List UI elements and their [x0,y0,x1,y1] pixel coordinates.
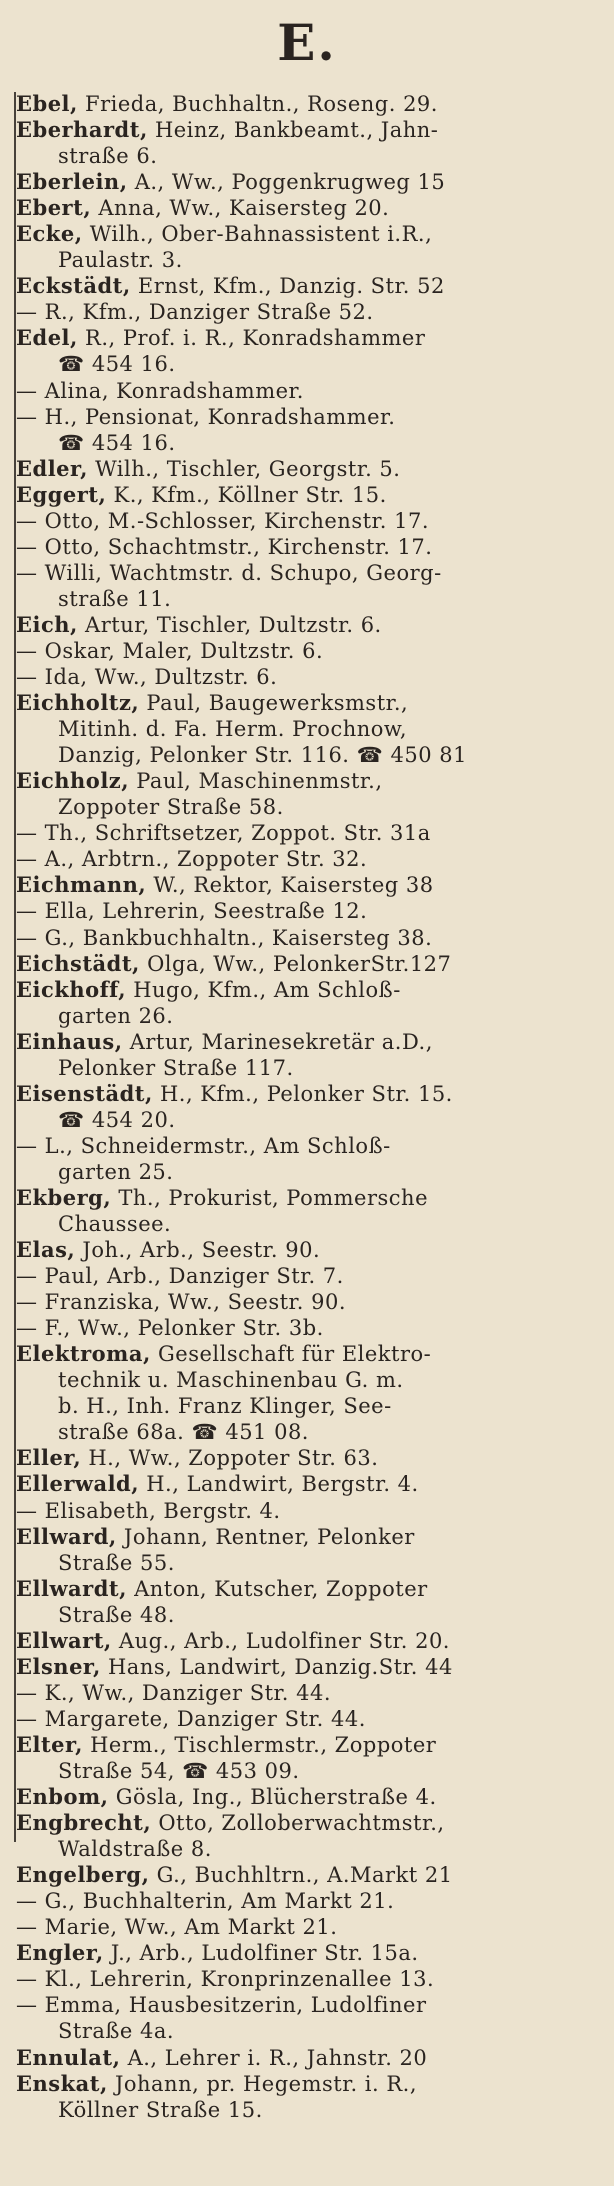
directory-entry [14,1810,602,1862]
directory-entry [14,1966,602,1992]
entry-text-line: J., Arb., Ludolfiner Str. 15a. [110,1941,419,1966]
entry-surname: Eichholtz, [16,690,140,716]
directory-entry [14,195,602,221]
entry-surname: Engbrecht, [16,1810,152,1836]
directory-entry [14,482,602,508]
entry-text-line: H., Kfm., Pelonker Str. 15. [159,1081,453,1106]
directory-entry [14,91,602,117]
entry-text-line: Köllner Straße 15. [58,2097,263,2122]
entry-text-line: H., Ww., Zoppoter Str. 63. [88,1446,379,1471]
directory-entry [14,951,602,977]
directory-entry [14,1862,602,1888]
entry-text-line: Artur, Tischler, Dultzstr. 6. [85,612,382,637]
directory-entry [14,169,602,195]
directory-entry [14,1315,602,1341]
entry-text-line: A., Lehrer i. R., Jahnstr. 20 [127,2045,428,2070]
entry-text-line: garten 26. [58,1003,174,1028]
entry-text-line: Straße 55. [58,1550,175,1575]
directory-entry [14,1185,602,1237]
entry-text-line: — Elisabeth, Bergstr. 4. [16,1498,281,1523]
entry-surname: Ebel, [16,91,78,116]
directory-entry [14,273,602,299]
entry-text-line: — F., Ww., Pelonker Str. 3b. [16,1316,324,1341]
entry-text-line: R., Prof. i. R., Konradshammer [85,326,426,351]
directory-entry [14,1576,602,1628]
directory-entry [14,1680,602,1706]
entry-text-line: Paul, Maschinenmstr., [136,769,383,794]
entry-text-line: Johann, Rentner, Pelonker [123,1524,415,1549]
entry-text-line: straße 68a. ☎ 451 08. [58,1420,309,1445]
entry-text-line: — A., Arbtrn., Zoppoter Str. 32. [16,847,368,872]
entry-text-line: — L., Schneidermstr., Am Schloß- [16,1133,391,1158]
directory-entry [14,638,602,664]
directory-entry [14,1992,602,2044]
directory-entry [14,1471,602,1497]
directory-entry [14,1654,602,1680]
entry-text-line: Olga, Ww., PelonkerStr.127 [147,951,452,976]
entry-surname: Ekberg, [16,1184,112,1210]
directory-entry [14,221,602,273]
directory-entry [14,1029,602,1081]
entry-surname: Enskat, [16,2070,108,2096]
entry-surname: Eberlein, [16,169,128,195]
directory-entry [14,1784,602,1810]
entry-text-line: straße 11. [58,586,172,611]
entry-text-line: — G., Buchhalterin, Am Markt 21. [16,1889,395,1914]
directory-entry [14,898,602,924]
entry-text-line: — Paul, Arb., Danziger Str. 7. [16,1264,344,1289]
entry-text-line: W., Rektor, Kaisersteg 38 [153,873,434,898]
entry-surname: Elas, [16,1237,76,1263]
entry-surname: Eichstädt, [16,950,140,976]
entry-text-line: Straße 48. [58,1602,175,1627]
directory-entry [14,1445,602,1471]
entry-surname: Engler, [16,1940,104,1966]
entry-surname: Eisenstädt, [16,1080,153,1106]
entry-text-line: Heinz, Bankbeamt., Jahn- [154,118,439,143]
directory-entry [14,1237,602,1263]
directory-entry [14,612,602,638]
entry-text-line: Gösla, Ing., Blücherstraße 4. [115,1785,437,1810]
directory-entry [14,1263,602,1289]
entry-text-line: Gesellschaft für Elektro- [158,1342,432,1367]
entry-text-line: — R., Kfm., Danziger Straße 52. [16,300,374,325]
directory-entry [14,378,602,404]
entry-text-line: — Oskar, Maler, Dultzstr. 6. [16,638,324,663]
entry-text-line: b. H., Inh. Franz Klinger, See- [58,1394,392,1419]
entry-surname: Eller, [16,1445,82,1471]
directory-entry [14,1628,602,1654]
entry-text-line: Aug., Arb., Ludolfiner Str. 20. [118,1628,450,1653]
directory-entry [14,508,602,534]
directory-entry [14,977,602,1029]
entry-text-line: Pelonker Straße 117. [58,1055,294,1080]
entry-surname: Eich, [16,611,78,637]
entry-surname: Einhaus, [16,1028,123,1054]
entry-text-line: — Th., Schriftsetzer, Zoppot. Str. 31a [16,821,431,846]
entry-text-line: — Marie, Ww., Am Markt 21. [16,1915,338,1940]
entry-surname: Eberhardt, [16,117,148,143]
directory-entry [14,690,602,768]
entry-text-line: — Alina, Konradshammer. [16,378,304,403]
directory-entry [14,846,602,872]
entry-text-line: Th., Prokurist, Pommersche [118,1185,429,1210]
entry-text-line: — Kl., Lehrerin, Kronprinzenallee 13. [16,1967,435,1992]
entry-surname: Edel, [16,325,78,351]
directory-entry [14,1498,602,1524]
entry-text-line: Johann, pr. Hegemstr. i. R., [114,2071,418,2096]
entry-text-line: — Ella, Lehrerin, Seestraße 12. [16,899,368,924]
entry-surname: Ecke, [16,221,83,247]
directory-entry [14,2045,602,2071]
directory-entry [14,299,602,325]
directory-entry [14,1888,602,1914]
directory-entry [14,1914,602,1940]
entry-text-line: ☎ 454 16. [58,430,176,455]
entry-text-line: Straße 4a. [58,2019,175,2044]
entry-text-line: Paul, Baugewerksmstr., [146,691,409,716]
entry-text-line: ☎ 454 16. [58,352,176,377]
entry-text-line: technik u. Maschinenbau G. m. [58,1368,404,1393]
entry-text-line: Waldstraße 8. [58,1837,212,1862]
entry-text-line: — G., Bankbuchhaltn., Kaisersteg 38. [16,925,433,950]
entry-text-line: Wilh., Tischler, Georgstr. 5. [95,456,401,481]
entry-text-line: ☎ 454 20. [58,1107,176,1132]
entry-text-line: Frieda, Buchhaltn., Roseng. 29. [85,92,438,116]
entry-text-line: Artur, Marinesekretär a.D., [129,1029,433,1054]
entry-text-line: — Margarete, Danziger Str. 44. [16,1706,366,1731]
entry-text-line: — Willi, Wachtmstr. d. Schupo, Georg- [16,560,442,585]
entry-text-line: Otto, Zolloberwachtmstr., [158,1811,445,1836]
directory-entry [14,925,602,951]
directory-entry [14,1133,602,1185]
directory-entry [14,2071,602,2123]
entry-text-line: garten 25. [58,1159,174,1184]
entry-text-line: — Otto, M.-Schlosser, Kirchenstr. 17. [16,508,430,533]
entry-surname: Elter, [16,1731,83,1757]
directory-entry [14,325,602,377]
entry-text-line: Zoppoter Straße 58. [58,795,284,820]
entry-text-line: G., Buchhltrn., A.Markt 21 [156,1863,453,1888]
entry-text-line: — Otto, Schachtmstr., Kirchenstr. 17. [16,534,433,559]
entry-text-line: Joh., Arb., Seestr. 90. [82,1238,321,1263]
directory-entry [14,1706,602,1732]
entry-surname: Engelberg, [16,1862,150,1888]
directory-entry [14,1081,602,1133]
entry-text-line: straße 6. [58,144,158,169]
entry-surname: Elsner, [16,1653,101,1679]
directory-entry [14,1940,602,1966]
entry-text-line: Hugo, Kfm., Am Schloß- [133,977,401,1002]
directory-entry [14,1524,602,1576]
entry-surname: Ebert, [16,195,92,221]
entry-text-line: — H., Pensionat, Konradshammer. [16,404,396,429]
entry-surname: Ellwart, [16,1627,112,1653]
entry-text-line: Ernst, Kfm., Danzig. Str. 52 [137,274,445,299]
entry-surname: Eckstädt, [16,273,131,299]
entry-text-line: — Franziska, Ww., Seestr. 90. [16,1290,347,1315]
entry-surname: Eggert, [16,481,107,507]
entry-text-line: Herm., Tischlermstr., Zoppoter [90,1732,437,1757]
entry-surname: Ellerwald, [16,1471,140,1497]
entry-surname: Eickhoff, [16,976,127,1002]
directory-entry [14,117,602,169]
entry-text-line: Chaussee. [58,1212,172,1237]
directory-entry [14,1289,602,1315]
directory-entry [14,820,602,846]
entry-surname: Edler, [16,455,88,481]
entry-text-line: Paulastr. 3. [58,248,183,273]
entry-text-line: K., Kfm., Köllner Str. 15. [113,482,387,507]
entry-text-line: Danzig, Pelonker Str. 116. ☎ 450 81 [58,743,467,768]
section-letter-heading: E. [277,13,337,72]
entry-text-line: Mitinh. d. Fa. Herm. Prochnow, [58,717,408,742]
entry-text-line: — Ida, Ww., Dultzstr. 6. [16,665,278,690]
entry-text-line: H., Landwirt, Bergstr. 4. [146,1472,419,1497]
entry-text-line: Hans, Landwirt, Danzig.Str. 44 [107,1654,453,1679]
entry-text-line: Straße 54, ☎ 453 09. [58,1759,300,1783]
directory-entry [14,404,602,456]
entry-surname: Ellward, [16,1523,117,1549]
entry-text-line: — K., Ww., Danziger Str. 44. [16,1680,332,1705]
entry-text-line: A., Ww., Poggenkrugweg 15 [134,170,446,195]
entry-surname: Ellwardt, [16,1575,127,1601]
directory-entry [14,534,602,560]
entry-surname: Elektroma, [16,1341,151,1367]
directory-entry [14,456,602,482]
entry-surname: Enbom, [16,1784,109,1810]
directory-entry [14,1732,602,1784]
entry-text-line: — Emma, Hausbesitzerin, Ludolfiner [16,1993,427,2018]
entry-text-line: Anna, Ww., Kaisersteg 20. [98,196,390,221]
entry-surname: Eichholz, [16,768,130,794]
entry-text-line: Anton, Kutscher, Zoppoter [134,1576,428,1601]
entry-surname: Eichmann, [16,872,147,898]
entry-text-line: Wilh., Ober-Bahnassistent i.R., [89,222,433,247]
directory-entry [14,768,602,820]
directory-entry [14,1341,602,1445]
entry-surname: Ennulat, [16,2044,121,2070]
directory-entry [14,664,602,690]
directory-entry [14,560,602,612]
directory-entry [14,872,602,898]
directory-entry-list [14,91,602,2123]
